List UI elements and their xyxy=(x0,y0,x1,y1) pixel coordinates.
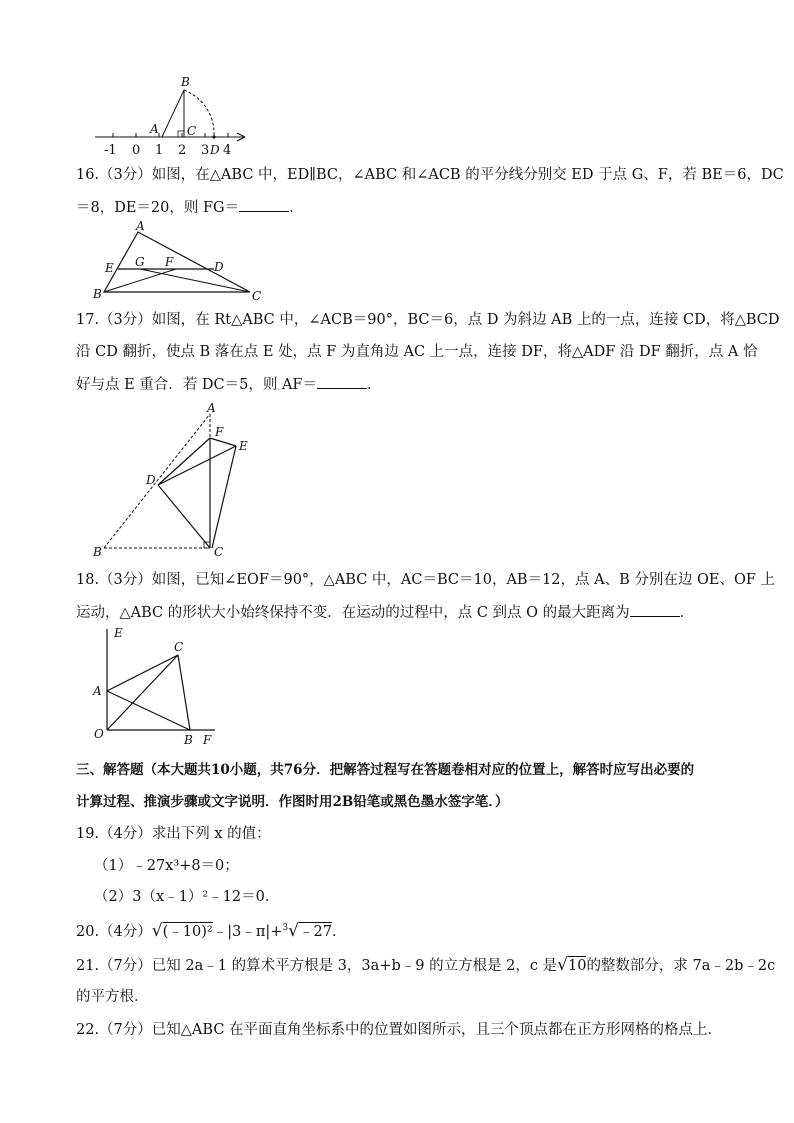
section3-heading-line2: 计算过程、推演步骤或文字说明．作图时用2B铅笔或黑色墨水签字笔．） xyxy=(76,794,509,810)
q17-line2: 沿 CD 翻折，使点 B 落在点 E 处，点 F 为直角边 AC 上一点，连接 DF，将△ADF 沿 DF 翻折，点 A 恰 xyxy=(76,344,758,360)
label-F: F xyxy=(203,733,212,747)
point-D-dot xyxy=(212,135,215,138)
label-C: C xyxy=(252,289,262,303)
q16-line2: ＝8，DE＝20，则 FG＝ ． xyxy=(76,197,304,218)
label-F: F xyxy=(215,425,224,439)
label-A: A xyxy=(136,219,145,233)
label-B: B xyxy=(181,75,190,89)
q16-line1: 16.（3分）如图，在△ABC 中，ED∥BC，∠ABC 和∠ACB 的平分线分别交 ED 于点 G、F，若 BE＝6，DC xyxy=(76,167,784,183)
segment-AB xyxy=(162,90,184,137)
q19-part2: （2）3（x﹣1）²﹣12＝0． xyxy=(94,889,280,905)
right-angle-mark xyxy=(178,131,184,137)
label-C: C xyxy=(187,124,197,138)
label-G: G xyxy=(135,255,145,269)
label-D: D xyxy=(146,473,156,487)
q20-line: 20.（4分）√(﹣10)²﹣|3﹣π|+$^3$√﹣27． xyxy=(76,918,346,942)
label-F: F xyxy=(165,255,174,269)
label-A: A xyxy=(150,122,159,136)
q17-line3: 好与点 E 重合．若 DC＝5，则 AF＝ ． xyxy=(76,374,382,395)
segment-FE xyxy=(210,438,236,446)
answer-blank xyxy=(630,602,680,617)
tick-label: 2 xyxy=(178,143,187,158)
segment-CB xyxy=(178,655,190,730)
radical-sign-icon: √ xyxy=(151,920,163,941)
label-B: B xyxy=(93,287,102,301)
q21-line1: 21.（7分）已知 2a﹣1 的算术平方根是 3，3a+b﹣9 的立方根是 2，c 是√10的整数部分，求 7a﹣2b﹣2c xyxy=(76,955,776,975)
q16-figure xyxy=(90,220,270,305)
label-C: C xyxy=(214,545,224,559)
label-E: E xyxy=(239,439,248,453)
tick-label: 0 xyxy=(132,143,141,158)
q18-line2: 运动，△ABC 的形状大小始终保持不变．在运动的过程中，点 C 到点 O 的最大距离为 ． xyxy=(76,602,694,623)
tick-label: 4 xyxy=(223,143,232,158)
q18-line1: 18.（3分）如图，已知∠EOF＝90°，△ABC 中，AC＝BC＝10，AB＝12，点 A、B 分别在边 OE、OF 上 xyxy=(76,572,776,588)
tick-label: 3 xyxy=(201,143,210,158)
radical-sign-icon: √ xyxy=(288,920,299,941)
label-C: C xyxy=(174,640,184,654)
cbrt-expression: $^3$√﹣27 xyxy=(282,920,332,941)
segment-DC xyxy=(158,485,210,548)
label-E: E xyxy=(114,626,123,640)
label-B: B xyxy=(93,545,102,559)
label-O: O xyxy=(94,727,104,741)
q19-part1: （1）﹣27x³+8＝0； xyxy=(94,858,239,874)
section3-heading-line1: 三、解答题（本大题共10小题，共76分．把解答过程写在答题卷相对应的位置上，解答时应写出必要的 xyxy=(76,762,695,778)
q17-line1: 17.（3分）如图，在 Rt△ABC 中，∠ACB＝90°，BC＝6，点 D 为斜边 AB 上的一点，连接 CD，将△BCD xyxy=(76,312,780,328)
label-A: A xyxy=(93,684,102,698)
segment-EC xyxy=(212,446,236,548)
label-A: A xyxy=(207,401,216,415)
tick-label: 1 xyxy=(155,143,164,158)
label-D: D xyxy=(214,260,224,274)
numberline-figure xyxy=(90,70,260,160)
q21-line2: 的平方根． xyxy=(76,989,149,1005)
sqrt-expression: √10 xyxy=(557,955,587,975)
segment-AC xyxy=(107,655,178,691)
triangle-ABC xyxy=(104,232,250,292)
segment-AB xyxy=(107,691,190,730)
label-E: E xyxy=(105,261,114,275)
tick-label: -1 xyxy=(104,143,117,158)
sqrt-expression: √(﹣10)² xyxy=(151,920,213,941)
q18-figure xyxy=(90,625,230,750)
bisector-CG xyxy=(140,269,250,292)
segment-DF xyxy=(158,438,210,485)
answer-blank xyxy=(239,197,289,212)
q19-title: 19.（4分）求出下列 x 的值： xyxy=(76,826,271,842)
label-D: D xyxy=(210,143,220,157)
label-B: B xyxy=(184,733,193,747)
answer-blank xyxy=(317,374,367,389)
q22-line1: 22.（7分）已知△ABC 在平面直角坐标系中的位置如图所示，且三个顶点都在正方形网格的格点上． xyxy=(76,1022,723,1038)
q17-figure xyxy=(90,400,260,560)
radical-sign-icon: √ xyxy=(557,955,568,975)
